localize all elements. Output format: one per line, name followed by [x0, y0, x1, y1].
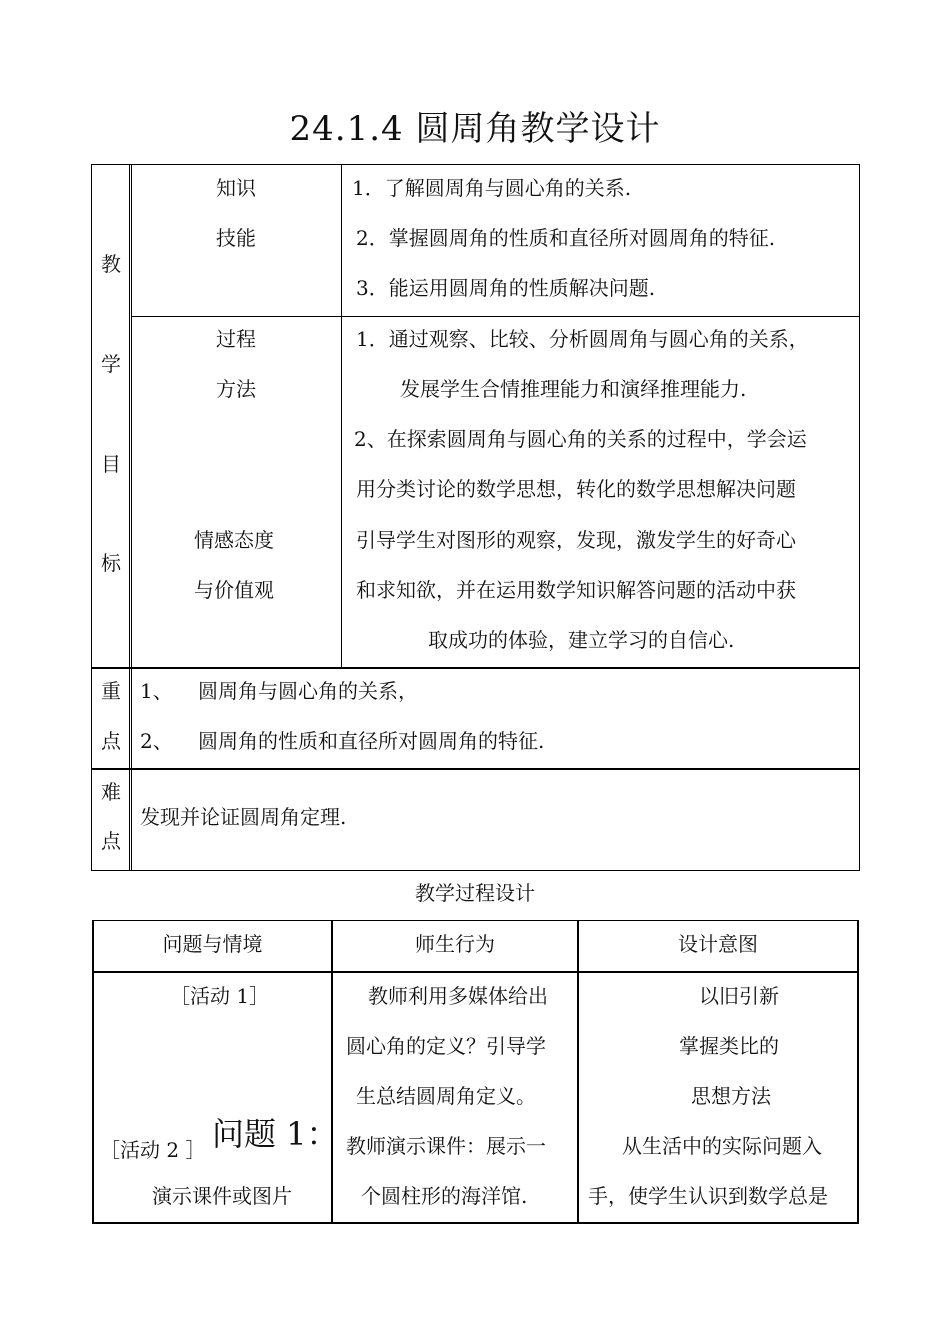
- design-intent-line: 从生活中的实际问题入: [622, 1134, 822, 1158]
- label-column-rule: [129, 164, 130, 871]
- keypoint-number: 2、: [140, 729, 173, 753]
- column-rule: [331, 920, 333, 1224]
- table-border-left: [91, 164, 92, 871]
- difficulty-label-char: 难: [101, 780, 121, 804]
- row-rule-knowledge: [131, 316, 859, 317]
- teacher-student-line: 圆心角的定义？引导学: [346, 1034, 546, 1058]
- teacher-student-line: 个圆柱形的海洋馆.: [361, 1184, 528, 1208]
- column-header: 师生行为: [415, 932, 495, 956]
- activity-label: ［活动 1］: [170, 984, 270, 1008]
- page-title: 24.1.4 圆周角教学设计: [289, 109, 661, 149]
- keypoint-text: 圆周角的性质和直径所对圆周角的特征.: [198, 729, 545, 753]
- difficulty-label-char: 点: [101, 829, 121, 853]
- teacher-student-line: 生总结圆周角定义。: [356, 1084, 536, 1108]
- process-label: 方法: [216, 377, 256, 401]
- knowledge-item: 1．了解圆周角与圆心角的关系.: [352, 176, 632, 200]
- row-rule-keypoints: [91, 768, 860, 770]
- objectives-label-char: 教: [101, 252, 121, 276]
- table-border-right: [859, 164, 860, 871]
- teacher-student-line: 教师利用多媒体给出: [368, 984, 548, 1008]
- process-line: 用分类讨论的数学思想，转化的数学思想解决问题: [356, 477, 796, 501]
- keypoint-text: 圆周角与圆心角的关系，: [198, 679, 418, 703]
- activity-description: 演示课件或图片: [152, 1184, 292, 1208]
- knowledge-label: 技能: [216, 226, 256, 250]
- table-border-bottom: [92, 1222, 859, 1224]
- process-line: 发展学生合情推理能力和演绎推理能力.: [400, 377, 747, 401]
- emotion-line: 取成功的体验，建立学习的自信心.: [428, 628, 735, 652]
- emotion-line: 引导学生对图形的观察，发现，激发学生的好奇心: [356, 528, 796, 552]
- label-column-rule-2: [131, 164, 132, 871]
- objectives-label-char: 目: [101, 452, 121, 476]
- table-border-left: [92, 920, 94, 1224]
- table-border-top: [91, 164, 860, 165]
- emotion-label: 与价值观: [194, 578, 274, 602]
- objectives-label-char: 标: [101, 551, 121, 575]
- process-line: 1．通过观察、比较、分析圆周角与圆心角的关系，: [356, 327, 809, 351]
- process-section-title: 教学过程设计: [415, 881, 535, 905]
- activity-label: ［活动 2 ］: [100, 1138, 206, 1162]
- keypoint-number: 1、: [140, 679, 173, 703]
- design-intent-line: 以旧引新: [699, 984, 779, 1008]
- design-intent-line: 掌握类比的: [679, 1034, 779, 1058]
- difficulty-text: 发现并论证圆周角定理.: [140, 805, 347, 829]
- table-border-right: [857, 920, 859, 1224]
- column-rule: [577, 920, 579, 1224]
- column-header: 问题与情境: [162, 932, 263, 956]
- keypoints-label-char: 点: [101, 729, 121, 753]
- table-border-top: [92, 920, 859, 921]
- process-label: 过程: [216, 327, 256, 351]
- column-header: 设计意图: [678, 932, 758, 956]
- emotion-label: 情感态度: [194, 528, 274, 552]
- keypoints-label-char: 重: [101, 679, 121, 703]
- design-intent-line: 思想方法: [691, 1084, 771, 1108]
- question-heading: 问题 1：: [212, 1115, 339, 1153]
- table-border-bottom: [91, 870, 860, 871]
- design-intent-line: 手，使学生认识到数学总是: [588, 1184, 828, 1208]
- knowledge-item: 2．掌握圆周角的性质和直径所对圆周角的特征.: [356, 226, 776, 250]
- header-rule: [92, 971, 859, 973]
- emotion-line: 和求知欲，并在运用数学知识解答问题的活动中获: [356, 578, 796, 602]
- teacher-student-line: 教师演示课件：展示一: [346, 1134, 546, 1158]
- knowledge-label: 知识: [216, 176, 256, 200]
- knowledge-item: 3．能运用圆周角的性质解决问题.: [356, 276, 656, 300]
- sub-label-rule: [341, 164, 342, 668]
- process-line: 2、在探索圆周角与圆心角的关系的过程中，学会运: [354, 427, 807, 451]
- row-rule-objectives: [91, 667, 860, 669]
- objectives-label-char: 学: [101, 352, 121, 376]
